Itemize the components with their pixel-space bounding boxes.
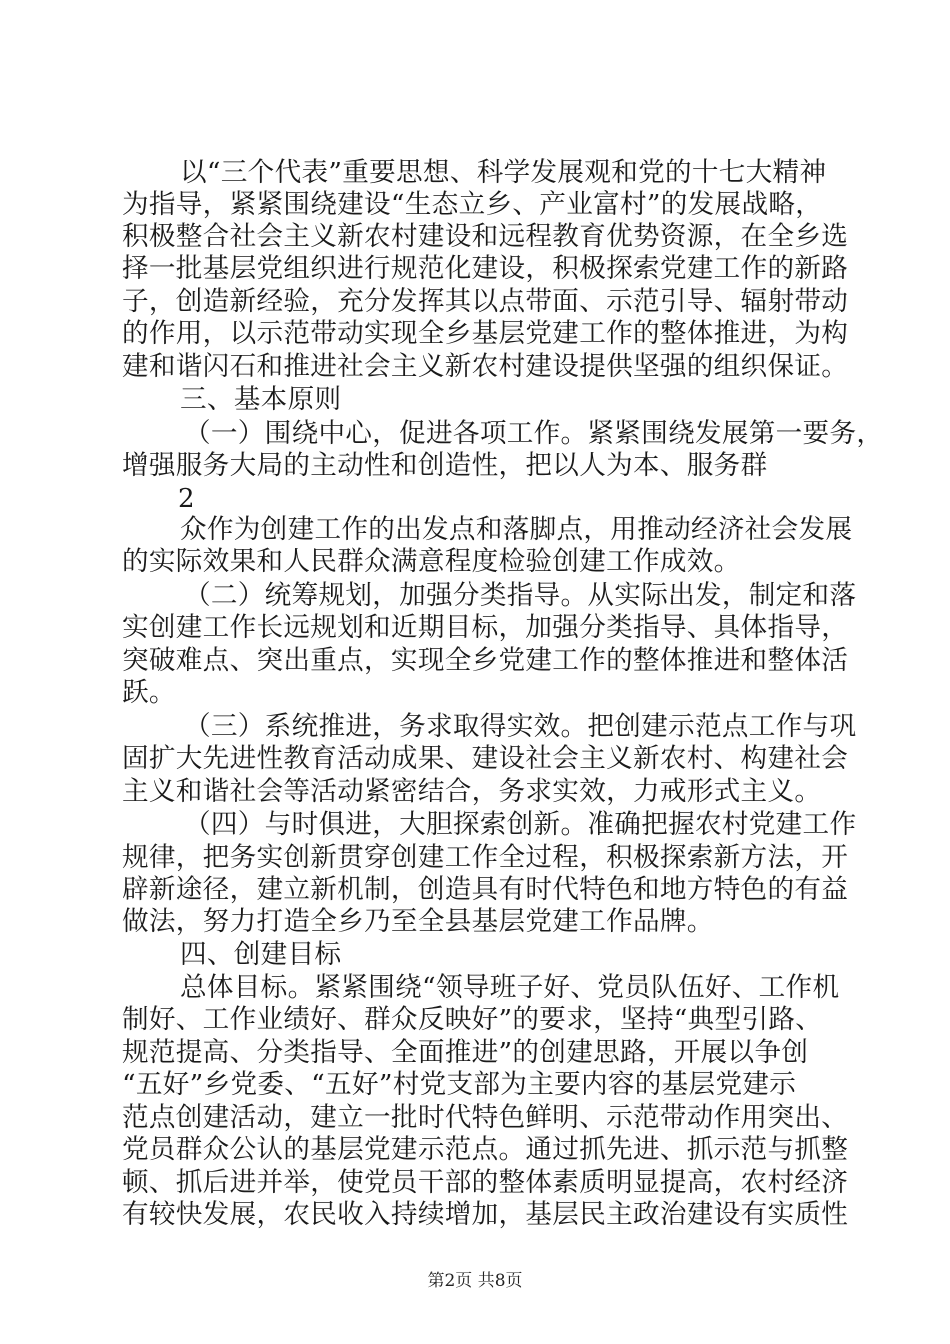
text-line: 众作为创建工作的出发点和落脚点，用推动经济社会发展 [180, 514, 853, 545]
text-line: （一）围绕中心，促进各项工作。紧紧围绕发展第一要务， [184, 418, 884, 449]
text-line: 积极整合社会主义新农村建设和远程教育优势资源，在全乡选 [122, 221, 849, 252]
text-line: 规范提高、分类指导、全面推进”的创建思路，开展以争创 [122, 1037, 809, 1068]
text-line: 固扩大先进性教育活动成果、建设社会主义新农村、构建社会 [122, 743, 849, 774]
text-line: （二）统筹规划，加强分类指导。从实际出发，制定和落 [184, 580, 857, 611]
text-line: 以“三个代表”重要思想、科学发展观和党的十七大精神 [180, 157, 827, 188]
text-line: 的作用，以示范带动实现全乡基层党建工作的整体推进，为构 [122, 318, 849, 349]
section-heading: 三、基本原则 [180, 384, 342, 415]
text-line: 做法，努力打造全乡乃至全县基层党建工作品牌。 [122, 906, 714, 937]
text-line: 突破难点、突出重点，实现全乡党建工作的整体推进和整体活 [122, 645, 849, 676]
section-heading: 四、创建目标 [180, 939, 342, 970]
text-line: 的实际效果和人民群众满意程度检验创建工作成效。 [122, 546, 741, 577]
text-line: （四）与时俱进，大胆探索创新。准确把握农村党建工作 [184, 809, 857, 840]
text-line: “五好”乡党委、“五好”村党支部为主要内容的基层党建示 [122, 1069, 797, 1100]
text-line: 制好、工作业绩好、群众反映好”的要求，坚持“典型引路、 [122, 1004, 823, 1035]
text-line: （三）系统推进，务求取得实效。把创建示范点工作与巩 [184, 711, 857, 742]
text-line: 建和谐闪石和推进社会主义新农村建设提供坚强的组织保证。 [122, 351, 849, 382]
text-line: 辟新途径，建立新机制，创造具有时代特色和地方特色的有益 [122, 874, 849, 905]
text-line: 有较快发展，农民收入持续增加，基层民主政治建设有实质性 [122, 1199, 849, 1230]
text-line: 顿、抓后进并举，使党员干部的整体素质明显提高，农村经济 [122, 1167, 849, 1198]
text-line: 党员群众公认的基层党建示范点。通过抓先进、抓示范与抓整 [122, 1134, 849, 1165]
text-line: 规律，把务实创新贯穿创建工作全过程，积极探索新方法，开 [122, 842, 849, 873]
text-line: 为指导，紧紧围绕建设“生态立乡、产业富村”的发展战略， [122, 189, 823, 220]
text-line: 范点创建活动，建立一批时代特色鲜明、示范带动作用突出、 [122, 1102, 849, 1133]
text-line: 主义和谐社会等活动紧密结合，务求实效，力戒形式主义。 [122, 776, 822, 807]
text-line: 择一批基层党组织进行规范化建设，积极探索党建工作的新路 [122, 253, 849, 284]
inline-page-number: 2 [178, 484, 195, 514]
text-line: 实创建工作长远规划和近期目标，加强分类指导、具体指导， [122, 612, 849, 643]
text-line: 子，创造新经验，充分发挥其以点带面、示范引导、辐射带动 [122, 286, 849, 317]
text-line: 跃。 [122, 677, 176, 708]
text-line: 总体目标。紧紧围绕“领导班子好、党员队伍好、工作机 [180, 972, 840, 1003]
text-line: 增强服务大局的主动性和创造性，把以人为本、服务群 [122, 450, 768, 481]
page-footer: 第2页 共8页 [427, 1271, 523, 1291]
